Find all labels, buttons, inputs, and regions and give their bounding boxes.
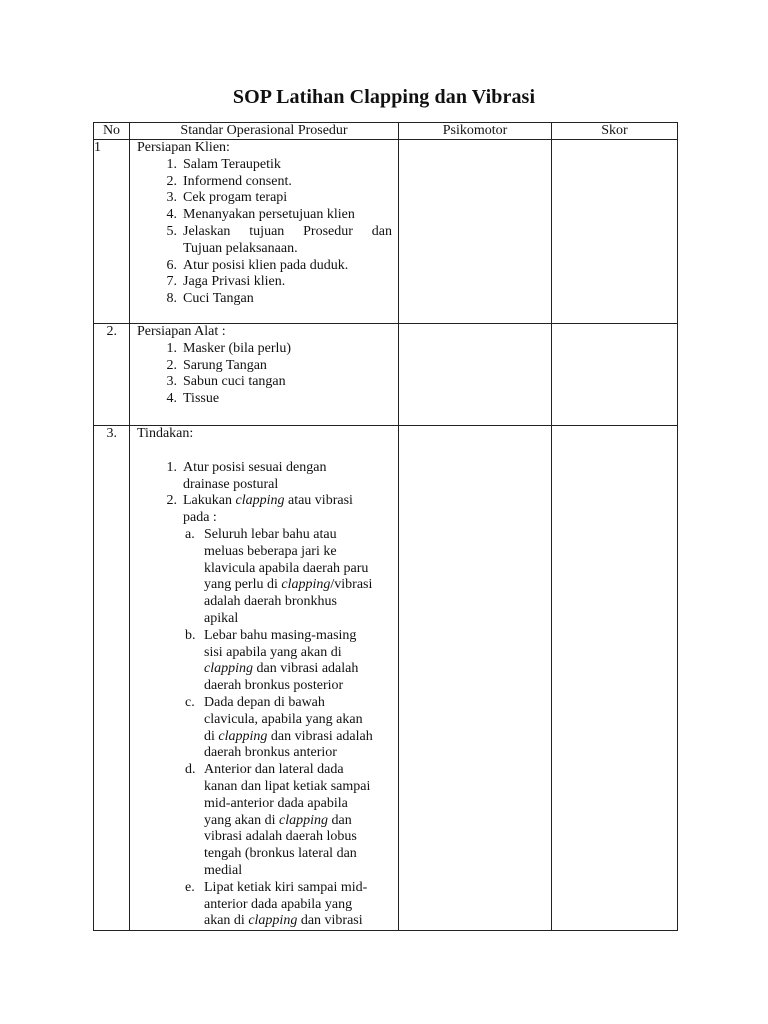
list-item: 2. Lakukan clapping atau vibrasi pada : [166,493,353,526]
list-item: 1. Salam Teraupetik [166,156,281,172]
list-item: 8. Cuci Tangan [166,291,254,307]
list-item: d. Anterior dan lateral dada kanan dan lipat ketiak sampai mid-anterior dada apabila yang akan di clapping dan vibrasi adalah daerah lobus tengah (bronkus lateral dan medial [185,762,371,878]
table-row [94,140,678,324]
numbered-list [137,157,392,308]
row-number: 1 [94,140,130,324]
header-psikomotor: Psikomotor [399,123,552,140]
row-number: 2. [94,324,130,426]
list-item: 5. Jelaskan tujuan Prosedur dan Tujuan pelaksanaan. [166,223,392,256]
list-item: 1. Masker (bila perlu) [166,340,292,356]
list-item: c. Dada depan di bawah clavicula, apabila yang akan di clapping dan vibrasi adalah daerah bronkus anterior [185,694,373,761]
list-item: e. Lipat ketiak kiri sampai mid- anterior dada apabila yang akan di clapping dan vibrasi [185,879,368,929]
procedure-cell [130,426,399,931]
list-item: b. Lebar bahu masing-masing sisi apabila yang akan di clapping dan vibrasi adalah daerah bronkus posterior [185,627,359,694]
section-heading: Tindakan: [137,426,194,441]
table-header-row [94,123,678,140]
row-number: 3. [94,426,130,931]
list-item: a. Seluruh lebar bahu atau meluas beberapa jari ke klavicula apabila daerah paru yang perlu di clapping/vibrasi adalah daerah bronkhus apikal [185,526,373,626]
psikomotor-cell [399,324,552,426]
list-item: 6. Atur posisi klien pada duduk. [166,257,349,273]
section-heading: Persiapan Alat : [137,324,226,339]
sop-table [93,122,678,931]
list-item: 7. Jaga Privasi klien. [166,274,286,290]
score-cell [552,324,678,426]
table-row [94,324,678,426]
list-item: 2. Sarung Tangan [166,357,267,373]
psikomotor-cell [399,426,552,931]
list-item: 3. Sabun cuci tangan [166,374,286,390]
header-no: No [94,123,130,140]
procedure-cell [130,324,399,426]
header-score: Skor [552,123,678,140]
numbered-list [137,341,392,408]
list-item: 2. Informend consent. [166,173,292,189]
list-item: 4. Tissue [166,391,220,407]
numbered-list [137,460,392,527]
score-cell [552,140,678,324]
psikomotor-cell [399,140,552,324]
list-item: 4. Menanyakan persetujuan klien [166,207,355,223]
procedure-cell [130,140,399,324]
header-procedure: Standar Operasional Prosedur [130,123,399,140]
list-item: 3. Cek progam terapi [166,190,288,206]
section-heading: Persiapan Klien: [137,140,230,155]
list-item: 1. Atur posisi sesuai dengan drainase postural [166,459,327,492]
document-title: SOP Latihan Clapping dan Vibrasi [232,86,536,108]
score-cell [552,426,678,931]
table-row [94,426,678,931]
lettered-list [137,527,392,930]
